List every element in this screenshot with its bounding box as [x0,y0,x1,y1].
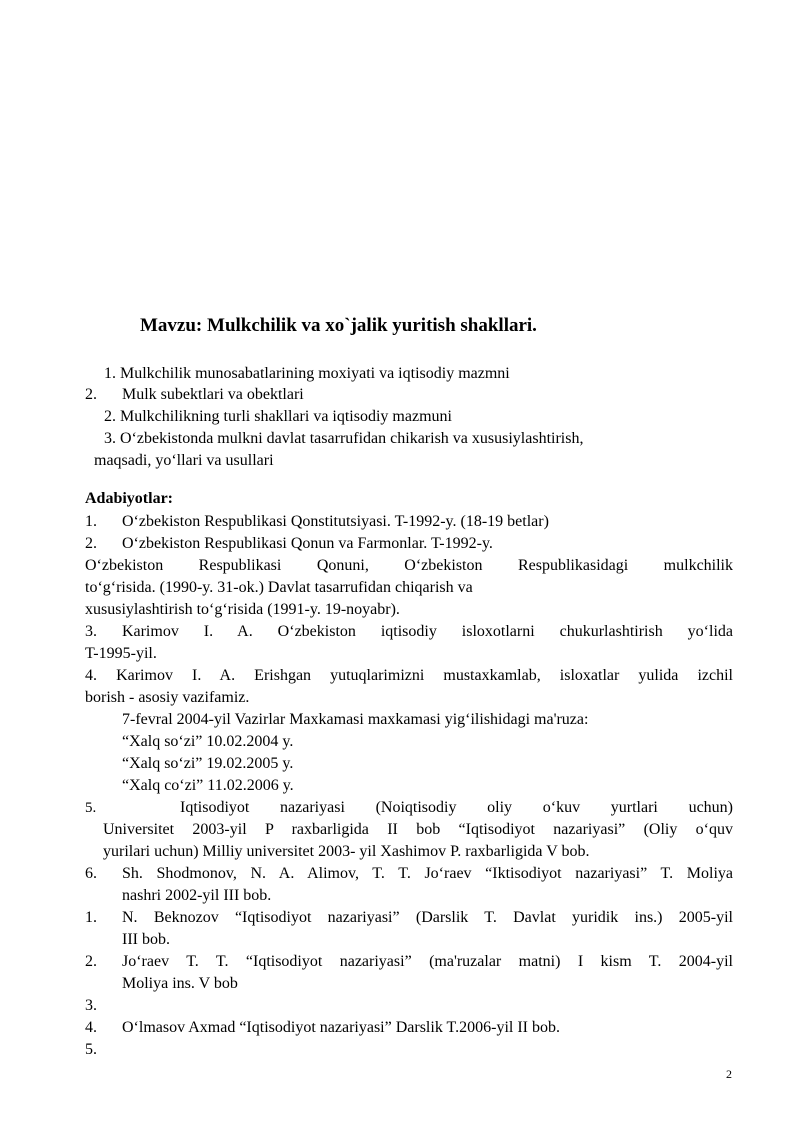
ref-3-line-2: T-1995-yil. [85,645,157,662]
ref-1-number: 1. [85,513,97,530]
ref-4-line-1: 4. Karimov I. A. Erishgan yutuqlarimizni mustaxkamlab, isloxatlar yulida izchil [85,667,733,684]
ref-4-line-2: borish - asosiy vazifamiz. [85,689,250,706]
plan-item-2-number: 2. [85,386,97,403]
ref-4-line-5: “Xalq so‘zi” 19.02.2005 y. [122,755,294,772]
ref-3-line-1: 3. Karimov I. A. O‘zbekiston iqtisodiy isloxotlarni chukurlashtirish yo‘lida [85,623,733,640]
page-title: Mavzu: Mulkchilik va xo`jalik yuritish shakllari. [140,315,537,336]
book-2-line-2: Moliya ins. V bob [122,975,238,992]
ref-5-number: 5. [85,800,97,816]
ref-2-number: 2. [85,535,97,552]
ref-4-line-4: “Xalq so‘zi” 10.02.2004 y. [122,733,294,750]
book-5-number: 5. [85,1041,97,1058]
ref-2-line-4: xususiylashtirish to‘g‘risida (1991-y. 19-noyabr). [85,601,400,618]
references-heading: Adabiyotlar: [85,490,173,507]
plan-item-3: 2. Mulkchilikning turli shakllari va iqtisodiy mazmuni [104,408,452,425]
ref-1-text: O‘zbekiston Respublikasi Qonstitutsiyasi. T-1992-y. (18-19 betlar) [122,513,549,530]
book-1-line-2: III bob. [122,931,170,948]
book-3-number: 3. [85,997,97,1014]
ref-4-line-6: “Xalq co‘zi” 11.02.2006 y. [122,777,294,794]
plan-item-4: 3. O‘zbekistonda mulkni davlat tasarrufidan chikarish va xususiylashtirish, [104,430,584,447]
ref-4-line-3: 7-fevral 2004-yil Vazirlar Maxkamasi maxkamasi yig‘ilishidagi ma'ruza: [122,711,589,728]
book-4-text: O‘lmasov Axmad “Iqtisodiyot nazariyasi” Darslik T.2006-yil II bob. [122,1019,560,1036]
book-1-number: 1. [85,909,97,926]
ref-6-line-2: nashri 2002-yil III bob. [122,887,272,904]
plan-item-2-text: Mulk subektlari va obektlari [122,386,304,403]
ref-2-line-3: to‘g‘risida. (1990-y. 31-ok.) Davlat tasarrufidan chiqarish va [85,579,473,596]
plan-item-4-continuation: maqsadi, yo‘llari va usullari [94,452,274,469]
ref-6-line-1: Sh. Shodmonov, N. A. Alimov, T. T. Jo‘raev “Iktisodiyot nazariyasi” T. Moliya [122,865,733,882]
ref-2-line-2: O‘zbekiston Respublikasi Qonuni, O‘zbekiston Respublikasidagi mulkchilik [85,557,733,574]
book-2-line-1: Jo‘raev T. T. “Iqtisodiyot nazariyasi” (ma'ruzalar matni) I kism T. 2004-yil [122,953,733,970]
book-1-line-1: N. Beknozov “Iqtisodiyot nazariyasi” (Darslik T. Davlat yuridik ins.) 2005-yil [122,909,733,926]
page-number: 2 [726,1067,732,1081]
ref-2-text: O‘zbekiston Respublikasi Qonun va Farmonlar. T-1992-y. [122,535,493,552]
plan-item-1: 1. Mulkchilik munosabatlarining moxiyati va iqtisodiy mazmni [104,365,510,382]
ref-6-number: 6. [85,865,97,882]
ref-5-line-1: Iqtisodiyot nazariyasi (Noiqtisodiy oliy o‘kuv yurtlari uchun) [180,799,733,816]
book-4-number: 4. [85,1019,97,1036]
ref-5-line-2: Universitet 2003-yil P raxbarligida II bob “Iqtisodiyot nazariyasi” (Oliy o‘quv [103,821,733,838]
ref-5-line-3: yurilari uchun) Milliy universitet 2003- yil Xashimov P. raxbarligida V bob. [103,843,590,860]
book-2-number: 2. [85,953,97,970]
